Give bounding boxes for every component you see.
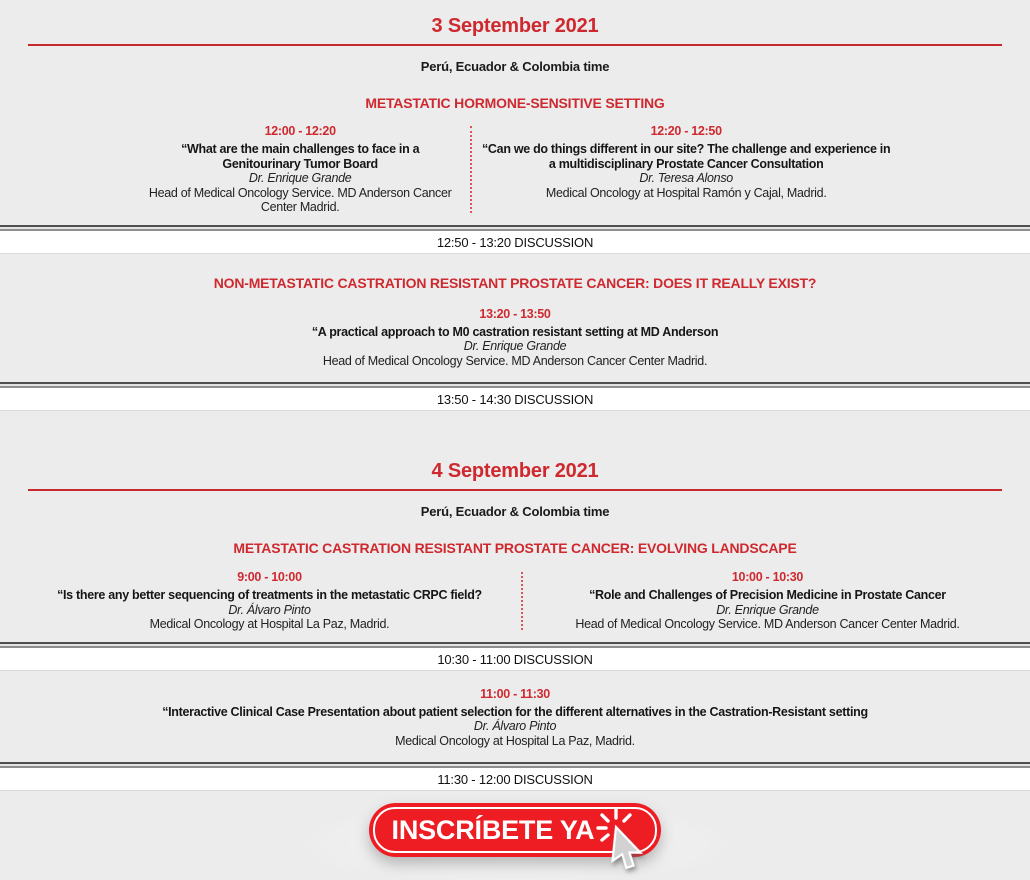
- talk-item: [0, 687, 1030, 749]
- talk-speaker: Dr. Álvaro Pinto: [228, 602, 311, 617]
- day-2-timezone: Perú, Ecuador & Colombia time: [420, 504, 610, 519]
- talk-title: “What are the main challenges to face in a Genitourinary Tumor Board: [181, 142, 420, 171]
- discussion-block: [0, 762, 1030, 791]
- talk-item: [18, 570, 521, 632]
- talk-affiliation: Head of Medical Oncology Service. MD Anderson Cancer Center Madrid.: [575, 617, 960, 631]
- talk-affiliation: Medical Oncology at Hospital La Paz, Madrid.: [395, 733, 635, 748]
- talk-time: 10:00 - 10:30: [731, 570, 804, 584]
- discussion-block: [0, 642, 1030, 671]
- talk-time: 13:20 - 13:50: [479, 306, 551, 321]
- talk-time: 12:00 - 12:20: [264, 124, 336, 138]
- day-1-section: [0, 15, 1030, 411]
- talk-item: [130, 124, 470, 215]
- day-1-heading-2: NON-METASTATIC CASTRATION RESISTANT PROSTATE CANCER: DOES IT REALLY EXIST?: [213, 274, 817, 291]
- talk-title: “Role and Challenges of Precision Medicine in Prostate Cancer: [589, 588, 946, 602]
- talk-title: “A practical approach to M0 castration resistant setting at MD Anderson: [311, 324, 719, 339]
- day-2-heading-1: METASTATIC CASTRATION RESISTANT PROSTATE CANCER: EVOLVING LANDSCAPE: [233, 540, 797, 556]
- talk-speaker: Dr. Teresa Alonso: [639, 171, 733, 185]
- talk-speaker: Dr. Enrique Grande: [248, 171, 352, 185]
- click-cursor-icon: [589, 806, 659, 880]
- discussion-bar: 12:50 - 13:20 DISCUSSION: [0, 231, 1030, 254]
- red-divider-rule: [28, 44, 1002, 46]
- day-1-heading-1: METASTATIC HORMONE-SENSITIVE SETTING: [365, 95, 665, 111]
- talk-affiliation: Head of Medical Oncology Service. MD Anderson Cancer Center Madrid.: [322, 353, 708, 368]
- talk-time: 11:00 - 11:30: [480, 686, 550, 701]
- talk-item: [0, 307, 1030, 369]
- day-2-section: [0, 460, 1030, 791]
- register-button-label: INSCRÍBETE YA: [391, 815, 595, 845]
- discussion-bar: 13:50 - 14:30 DISCUSSION: [0, 388, 1030, 411]
- talk-time: 9:00 - 10:00: [237, 570, 302, 584]
- talk-title: “Interactive Clinical Case Presentation about patient selection for the different alternatives in the Castration-Resistant setting: [162, 704, 868, 719]
- red-divider-rule: [28, 489, 1002, 491]
- talk-item: [472, 124, 900, 215]
- talk-speaker: Dr. Enrique Grande: [716, 602, 819, 617]
- talk-speaker: Dr. Álvaro Pinto: [473, 719, 557, 733]
- cta-area: [0, 803, 1030, 880]
- discussion-bar: 11:30 - 12:00 DISCUSSION: [0, 768, 1030, 791]
- talk-speaker: Dr. Enrique Grande: [463, 339, 567, 353]
- day-2-talks-row: [0, 570, 1030, 632]
- talk-affiliation: Head of Medical Oncology Service. MD Anderson Cancer Center Madrid.: [148, 185, 452, 214]
- talk-affiliation: Medical Oncology at Hospital La Paz, Madrid.: [149, 617, 390, 631]
- talk-title: “Can we do things different in our site? The challenge and experience in a multidisciplinary Prostate Cancer Consultation: [481, 142, 891, 171]
- talk-item: [523, 570, 1012, 632]
- day-2-title: 4 September 2021: [431, 460, 599, 482]
- discussion-bar: 10:30 - 11:00 DISCUSSION: [0, 648, 1030, 671]
- day-1-talks-row: [0, 124, 1030, 215]
- register-button[interactable]: [369, 803, 661, 857]
- day-1-title: 3 September 2021: [431, 15, 599, 37]
- talk-time: 12:20 - 12:50: [650, 124, 722, 138]
- discussion-block: [0, 382, 1030, 411]
- discussion-block: [0, 225, 1030, 254]
- talk-affiliation: Medical Oncology at Hospital Ramón y Cajal, Madrid.: [545, 185, 827, 200]
- day-1-timezone: Perú, Ecuador & Colombia time: [420, 59, 610, 74]
- talk-title: “Is there any better sequencing of treatments in the metastatic CRPC field?: [57, 588, 482, 602]
